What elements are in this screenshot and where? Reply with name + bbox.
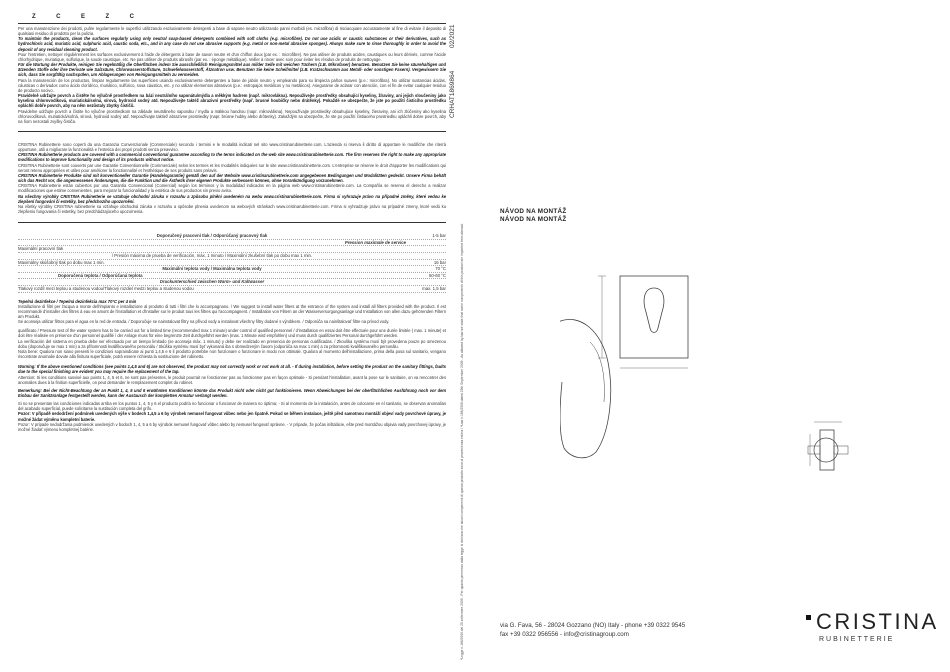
tech-table — [18, 233, 446, 292]
warranty-section — [18, 142, 446, 214]
left-text-column — [18, 14, 446, 664]
warranty-sk: Na všetky výrobky CRISTINA rubinetterie sa vzťahuje obchodná záruka v rozsahu a spôsobe plnenia uvedenom na webových stránkach www.cristinarubinetterie.com. Firma si vyhradzuje právo na prípadné zmeny, ktoré vedú ku zlepšeniu fungovania či estetiky, bez predchádzajúceho upozornenia. — [18, 203, 446, 214]
table-row: / Presión máxima de prueba de verificación, máx. 1 minuto / Maximální zkušební tlak po dobu max 1 min. — [18, 253, 446, 260]
brand-subtitle: RUBINETTERIE — [819, 636, 895, 643]
warranty-cz: Na všechny výrobky CRISTINA Rubinetterie se vztahuje obchodní záruka v rozsahu a způsobu plnění uvedeném na webu www.cristinarubinetterie.com. Firma si vyhrazuje právo na případné změny, které vedou ke zlepšení fungování či estetiky, bez předchozího upozornění. — [18, 193, 446, 204]
warranty-fr: CRISTINA Rubinetterie sont couverts par une Garantie Conventionnelle (Commerciale) selon les termes et les modalités indiquées sur le site www.cristinarubinetterie.com. L'entreprise se réserve le droit d'apporter les modifications qui seront retenu appropriées et utiles pour améliorer la fonctionnalité et l'esthétique de ses produits sans préavis. — [18, 162, 446, 173]
brand-logo — [806, 611, 939, 633]
care-cz: Pravidelně udržujte povrch a čistěte ho výlučně prostředkem na bázi neutrálního saponátu/mýdla a měkkým hadrem (např. mikrovlákna). Nepoužívejte prostředky obsahující kyseliny, žíraviny, ani jejich sloučeniny jako kyselina chlorovodíková, muriatická/solná, sírová, hydroxid sodný atd. Nepoužívejte taktéž abrazivní prostředky (např. brusné houbičky nebo drátěnky). Pokaždé se ubezpečte, že jste po použití čisticího prostředku opláchli dobře povrch, aby na něm nezůstaly zbytky čističů. — [18, 93, 446, 109]
care-fr: Pour l'entretien, nettoyer régulièrement les surfaces exclusivement à l'aide de détergents à base de savon neutre et d'un chiffon doux (par ex. : microfibre). Ne pas utiliser de produits acides, caustiques ou leurs dérivés, comme l'acide chlorhydrique, muriatique, sulfurique, la soude caustique, etc. Ne pas utiliser de produits abrasifs (par ex. : éponge métallique). Veiller à rincer avec soin pour éviter les résidus de produits de nettoyage. — [18, 51, 446, 62]
warranty-it: CRISTINA Rubinetterie sono coperti da una Garanzia Convenzionale (Commerciale) secondo i termini e le modalità indicati nel sito www.cristinarubinetterie.com. L'azienda si riserva il diritto di apportare le modifiche che riterrà opportune, utili a migliorare la funzionalità e l'estetica dei propri prodotti senza preavviso. — [18, 141, 446, 153]
care-section — [18, 26, 446, 124]
warning-en: Warning: If the above mentioned conditions (see points 1,4,5 and 6) are not observed, the product may not correctly work or not work at all. - If during installation, before setting the product on the sanitary fittings, faults due to the special finishing are evident you may require the replacement of the tap. — [18, 364, 446, 375]
side-handle-outline — [560, 319, 611, 457]
cartridge-outline — [814, 438, 838, 462]
disinfection-section — [18, 299, 446, 360]
table-row: Doporučená teplota / Odporúčaná teplota 50-60 °C — [18, 273, 446, 280]
table-row: Tlakový rozdíl mezi teplou a studenou vodou/Tlakový rozdiel medzi teplou a studenou vodou max. 1,5 bar — [18, 285, 446, 291]
divider — [18, 131, 446, 132]
warranty-en: CRISTINA Rubinetterie products are covered with a commercial conventional guarantee according to the terms indicated on the web site www.cristinarubinetterie.com. The firm reserves the right to make any appropriate modifications to improve functionality and design of its products without notice. — [18, 152, 446, 163]
table-row: Doporučený pracovní tlak / Odporúčaný pracovný tlak 1-5 bar — [18, 233, 446, 240]
disinfection-line: Installazione di filtri per l'acqua a monte dell'impianto e installazione al prodotto di tutti i filtri che lo accompagnano. / We suggest to install water filters at the entrance of the system and install all filters provided with the product. Il est recommandé d'installer des filtres à eau en amont de l'installation et d'installer sur le produit tous les filtres qui l'accompagnent. / Installation von Filtern an der Wasserversorgungsanlage und Installation von allen dazu gehörenden Filtern am Produkt. — [18, 303, 446, 319]
title-line: NÁVOD NA MONTÁŽ — [500, 216, 567, 223]
disinfection-line: qualificato / Pressure test of the water system has to be carried out for a limited time (recommended max 1 minute) under control of qualified personnel / d'installation en essai doit être effectuée pour une durée limitée ( max. 1 minute) et doit être réalisée en présence d'un personnel qualifié / der Anlage muss für eine begrenzte Zeit durchgeführt werden (max. 1 Minute wird empfohlen) und muss durch qualifiziertes Personal durchgeführt werden. — [18, 328, 446, 339]
disinfection-line: La verificación del sistema en prueba debe ser efectuado por un tiempo limitado (se aconseja máx. 1 minuto) y debe ser realizado en presencia de personas cualificadas. / Zkouška systému musí být provedena pouze po omezenou dobu (doporučuje se max 1 min) a za přítomnosti kvalifikovaného personálu / Skúška systému musí byť vykonaná iba s obmedzeným časom (odporúča sa max 1 min) a za prítomnosti kvalifikovaného personálu. — [18, 338, 446, 349]
doc-code-text: CRHAT1869864 — [449, 70, 456, 118]
care-it: Per una manutenzione dei prodotti, pulire regolarmente le superfici utilizzando esclusivamente detergenti a base di sapone neutro utilizzando panni morbidi (es. microfibra) di risciacquare accuratamente al fine di evitare il deposito di qualsiasi residuo di prodotto per la pulizia. — [18, 26, 446, 37]
logo-square-icon — [806, 615, 811, 620]
header-letter: E — [80, 14, 103, 20]
care-sk: Pravidelne udržujte povrch a čistite ho výlučne prostriedkom na základe neutrálneho saponátu / mydla a mäkkou handrou (napr. mikrovlákna). Nepoužívajte prostriedky obsahujúce kyseliny, žieraviny, ani ich zlúčeniny ako kyselina chlorovodíková, muriatická/soľná, sírová, hydroxid sodný atď. Nepoužívajte taktiež abrazívne prostriedky (napr. brúsne hubky alebo drôtenky). Zakaždým sa ubezpečte, že ste po použití čistiaceho prostriedku opláchli dobre povrch, aby na ňom nezostali zvyšky čističa. — [18, 108, 446, 124]
care-en: To maintain the products, clean the surfaces regularly using only neutral soap-based detergents combined with soft cloths (e.g. microfibre). Do not use acidic or caustic substances or their derivatives, such as hydrochloric acid, muriatic acid, sulphuric acid, caustic soda, etc., and in any case do not use abrasive supports (e.g. metal or non-metal abrasive sponges). Always make sure to rinse thoroughly in order to avoid the deposit of any residual cleaning product. — [18, 36, 446, 52]
disinfection-line: Se aconseja utilizar filtros para el agua en la red de entrada. / Doporučuje se nainstalovat filtry na přívod vody a instalovat všechny filtry dodané s výrobkem. / Odporúča sa nainštalovať filtre na prívod vody. — [18, 319, 390, 325]
warning-cz: Pozor: V případě nedodržení podmínek uvedených výše v bodech 1,4,5 a 6 by výrobek nemusel fungovat vůbec nebo jen špatně. Pokud se během instalace, ještě před samotnou montáží objeví vady povrchové úpravy, je možné žádat výměnu kompletní baterie. — [18, 411, 446, 422]
legal-note — [460, 150, 472, 660]
disinfection-line: Tepelná dezinfekce / Tepelná dezinfekcia max 70°C per 4 min — [18, 298, 137, 304]
address-line: via G. Fava, 56 - 28024 Gozzano (NO) Italy - phone +39 0322 9545 — [500, 622, 686, 629]
front-handle-outline — [644, 288, 664, 333]
table-row: Maximální pracovní tlak — [18, 246, 446, 253]
header-letter: C — [56, 14, 79, 20]
table-row: Pression maximale de service — [18, 240, 446, 247]
warning-es: Si no se presentan las condiciones indicadas arriba en los puntos 1, 4, 5 y 6 el producto podría no funcionar o funcionar de manera no óptima; - Si al momento de la instalación, antes de colocarse en el sanitario, se observan anomalías del acabado superficial, puede solicitarse la sustitución completa del grifo. — [18, 401, 446, 412]
address-line: fax +39 0322 956556 - info@cristinagroup.com — [500, 631, 629, 638]
mixer-technical-drawing — [560, 262, 860, 522]
warranty-de: CRISTINA Rubinetterie Produkte sind mit konventioneller Garantie (Handelsgarantie) gemäß den auf der Website www.cristinarubinetterie.com angegebenen Bedingungen und Modalitäten gedeckt. Unsere Firma behält sich das Recht vor, die angemessenen Änderungen, die die Funktion und die Ästhetik ihrer eigenen Produkte verbessern können, ohne Vorankündigung vorzunehmen. — [18, 172, 446, 184]
header-letter: C — [129, 14, 152, 20]
title-line: NÁVOD NA MONTÁŽ — [500, 208, 567, 215]
care-es: Para la manutención de los productos, limpiar regularmente las superficies usando exclusivamente detergentes a base de jabón neutro y empleando para su limpieza paños suaves (p.e.: microfibra). No utilizar sustancias ácidas, cáusticas o derivados como ácido clorídrico, muriático, sulfúrico, sosa cáustica, etc. y no utilizar elementos abrasivos (p.e.: estropajos metálicos y no metálicos). Asegurarse de aclarar con atención, con el fin de evitar cualquier residuo de producto nocivo. — [18, 77, 446, 93]
page-title — [500, 208, 567, 224]
header-letter: Z — [105, 14, 128, 20]
table-row: Maximálny skúšobný tlak po dobu max 1 min. 16 bar — [18, 259, 446, 265]
warning-fr: Attention: Si les conditions susvisé aux points 1, 4, 5 et 6, ne sont pas présentes, le produit pourrait ne fonctionner pas ou fonctionner pas en façon optimale - Si pendant l'installation, avant la pose sur le sanitaire, on va rencontrer des anomalies dues à la finition superficielle, on peut demander le remplacement complet du robinet. — [18, 374, 446, 385]
table-row: Maximální teplota vody / Maximálna teplota vody 70 °C — [18, 266, 446, 273]
disinfection-line: Nota bene: Qualora non siano presenti le condizioni sopraindicate ai punti 1,4,5 e 6 il prodotto potrebbe non funzionare o funzionare in modo non ottimale. Qualora al momento dell'installazione, prima della posa sul sanitario, vengano riscontrate anomalie dovute alla finitura superficiale, potrà essere richiesta la sostituzione del rubinetto. — [18, 348, 446, 360]
warranty-es: CRISTINA Rubinetterie están cubiertos por una Garantía Convencional (Comercial) según los términos y la modalidad indicados en la página web www.cristinarubinetterie.com. La Compañía se reserva el derecho a realizar modificaciones que estime convenientes, para mejorar la funcionalidad y la estética de sus productos sin previo aviso. — [18, 183, 446, 194]
warning-de: Bemerkung: Bei der Nicht-Beachtung der an Punkt 1, 4, 5 und 6 erwähnten Konditionen könnte das Produkt nicht oder nicht gut funktionieren. Wenn Abweichungen bei der oberflächlichen Ausführung noch vor dem Einbau der Sanitäranlage festgestellt werden, kann der Austausch der kompletten Armatur verlangt werden. — [18, 387, 446, 398]
warning-sk: Pozor: V prípade nedodržania podmienok uvedených v bodoch 1, 4, 5 a 6 by výrobok nemusel fungovať vôbec alebo by nemusel fungovať správne. - V prípade, že počas inštalácie, ešte pred montážou objavia vady povrchovej úpravy, je možné žiadať výmenu kompletnej batérie. — [18, 421, 446, 432]
divider — [18, 23, 446, 24]
header-letters — [18, 14, 152, 20]
brand-name: CRISTINA — [816, 609, 939, 634]
address-block — [500, 621, 685, 639]
body-outline — [820, 430, 834, 470]
divider — [18, 222, 446, 223]
header-letter: Z — [32, 14, 54, 20]
legal-note-text: *Legge n.166/2009 del 25 settembre 2009 - Per quanto permesso dalla legge si dichiara che alcuni componenti di questo prodotto sono di provenienza estera / *Law n.166/2009 dated 25th September 2009 - As allowed by law we state that some components of this product are imported from abroad. — [460, 223, 464, 660]
table-row: Druckunterschied zwischen Warm- und Kaltwasser — [18, 279, 446, 286]
doc-date-text: 02/2021 — [449, 24, 456, 48]
warnings-section — [18, 364, 446, 432]
care-de: Für die Wartung der Produkte, reinigen Sie regelmäßig die Oberflächen indem Sie ausschließlich Reinigungsmittel aus milder Seife mit weichen Tüchern (z.B. Mikrofaser) benutzen. Benutzen Sie keine säurehaltigen und ätzenden Stoffe oder ihre Derivate wie Salzsäure, Chlorwasserstoffsäure, Schwefelwasserstoff, Ätznatron usw. Benutzen Sie keine Scheifmittel (z.B. Kratzschwamm aus Metall- oder sonstigen Fasern). Vergewissern Sie sich, dass Sie sorgfältig nachspülen, um Ablagerungen von Reinigungsmitteln zu vermeiden. — [18, 62, 446, 78]
